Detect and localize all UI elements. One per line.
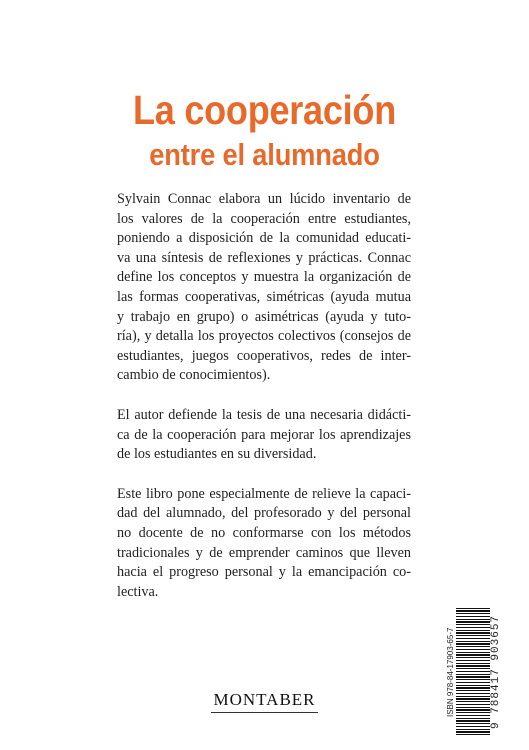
paragraph-3 [117,485,411,603]
text-line: las formas cooperativas, simétricas (ayuda mutua [117,288,411,305]
text-line: lectiva. [117,583,159,600]
isbn-barcode [440,608,506,736]
text-line: tradicionales y de emprender caminos que lleven [117,544,411,561]
text-line: ría), y detalla los proyectos colectivos (consejos de [117,328,411,345]
text-line: cambio de conocimientos). [117,367,271,384]
text-line: estudiantes, juegos cooperativos, redes de inter- [117,347,411,364]
text-line: Sylvain Connac elabora un lúcido inventario de [117,191,411,207]
text-line: define los conceptos y muestra la organización de [117,269,411,286]
text-line: ca de la cooperación para mejorar los aprendizajes [117,426,411,443]
publisher-name: MONTABER [211,690,317,713]
blurb-text [117,190,411,602]
text-line: Este libro pone especialmente de relieve la capaci- [117,485,411,502]
text-line: dad del alumnado, del profesorado y del personal [117,505,411,522]
text-line: de los estudiantes en su diversidad. [117,446,317,463]
ean-digits: 9 788417 903657 [490,614,502,730]
text-line: va una síntesis de reflexiones y prácticas. Connac [117,249,411,266]
publisher-logo [0,690,529,713]
book-title [32,87,498,173]
paragraph-2 [117,406,411,465]
text-line: no docente de no conformarse con los métodos [117,524,411,541]
isbn-text: ISBN 978-84-17903-65-7 [446,627,455,717]
title-line-2: entre el alumnado [149,137,380,173]
text-line: los valores de la cooperación entre estudiantes, [117,210,411,227]
text-line: hacia el progreso personal y la emancipación co- [117,564,411,581]
title-line-1: La cooperación [133,87,396,134]
text-line: El autor defiende la tesis de una necesaria didácti- [117,406,411,423]
barcode-bars [456,608,490,736]
text-line: y trabajo en grupo) o asimétricas (ayuda y tuto- [117,308,411,325]
paragraph-1 [117,190,411,386]
text-line: poniendo a disposición de la comunidad educati- [117,230,411,247]
